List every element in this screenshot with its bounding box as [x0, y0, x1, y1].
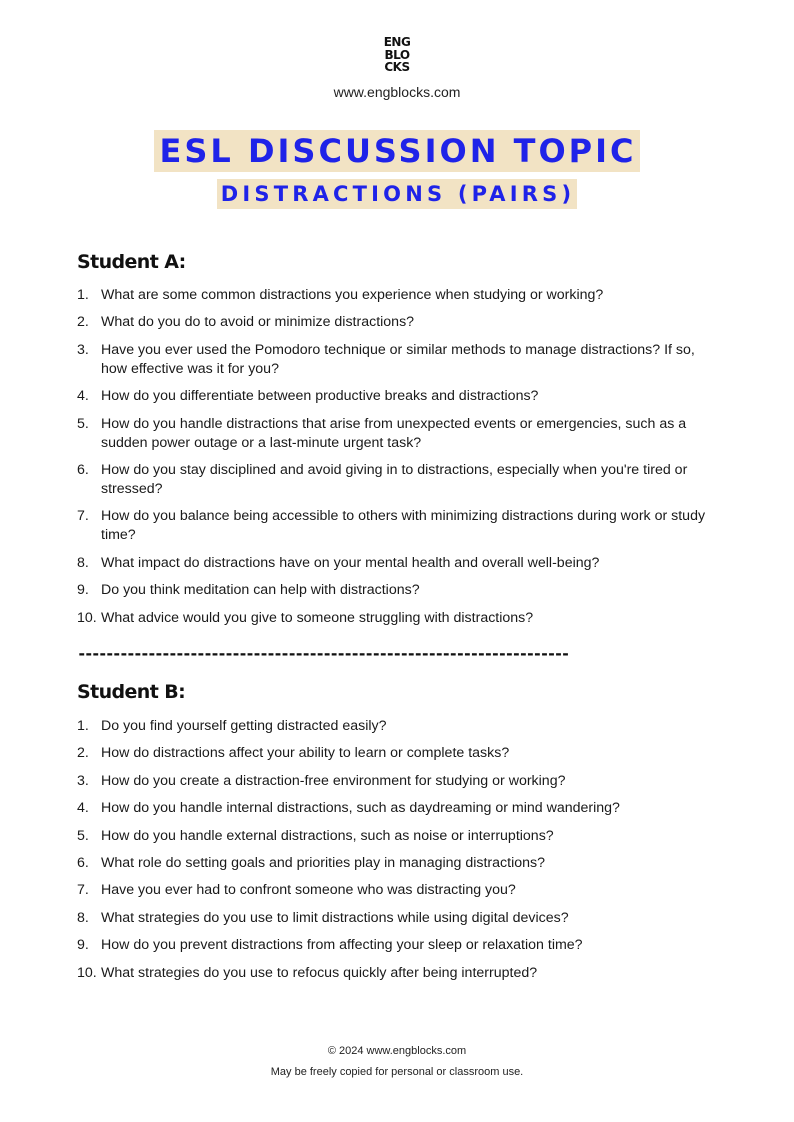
student-a-heading: Student A:: [77, 251, 186, 273]
question-text: How do you stay disciplined and avoid giving in to distractions, especially when you're tired or stressed?: [101, 461, 688, 497]
question-number: 8.: [77, 554, 89, 571]
question-text: What do you do to avoid or minimize distractions?: [101, 314, 415, 331]
question-number: 6.: [77, 461, 89, 478]
student-a-questions: [77, 286, 717, 636]
question-number: 10.: [77, 609, 97, 626]
question-number: 9.: [77, 582, 89, 599]
list-item: [77, 717, 717, 736]
question-number: 2.: [77, 314, 89, 331]
question-number: 2.: [77, 745, 89, 762]
list-item: [77, 286, 717, 305]
logo-line: ENG: [383, 35, 411, 49]
list-item: [77, 799, 717, 818]
question-number: 5.: [77, 415, 89, 432]
question-text: How do you handle distractions that arise from unexpected events or emergencies, such as a sudden power outage or a last-minute urgent task?: [101, 415, 687, 451]
list-item: [77, 772, 717, 791]
question-number: 6.: [77, 854, 89, 871]
list-item: [77, 313, 717, 332]
footer-copyright: © 2024 www.engblocks.com: [327, 1045, 467, 1057]
list-item: [77, 461, 717, 499]
question-number: 9.: [77, 937, 89, 954]
list-item: [77, 936, 717, 955]
question-text: How do you balance being accessible to others with minimizing distractions during work or study time?: [101, 508, 706, 544]
question-text: What role do setting goals and priorities play in managing distractions?: [101, 854, 545, 871]
question-number: 4.: [77, 800, 89, 817]
student-b-heading: Student B:: [77, 681, 186, 703]
list-item: [77, 609, 717, 628]
question-text: What are some common distractions you experience when studying or working?: [101, 287, 604, 303]
question-number: 4.: [77, 388, 89, 405]
question-text: Have you ever used the Pomodoro technique or similar methods to manage distractions? If so, how effective was it for you?: [101, 341, 695, 377]
list-item: [77, 581, 717, 600]
logo-line: BLO: [384, 47, 410, 62]
student-b-questions: [77, 717, 717, 991]
question-text: What impact do distractions have on your mental health and overall well-being?: [101, 554, 600, 571]
question-number: 3.: [77, 341, 89, 358]
list-item: [77, 854, 717, 873]
list-item: [77, 964, 717, 983]
site-url: www.engblocks.com: [333, 84, 461, 100]
question-number: 3.: [77, 772, 89, 789]
list-item: [77, 507, 717, 545]
question-text: How do you handle external distractions, such as noise or interruptions?: [101, 827, 554, 844]
subtitle-container: [0, 179, 794, 209]
question-text: What strategies do you use to refocus quickly after being interrupted?: [101, 964, 538, 981]
title-container: [0, 130, 794, 172]
question-number: 10.: [77, 964, 97, 981]
list-item: [77, 881, 717, 900]
question-number: 7.: [77, 508, 89, 525]
question-text: Do you find yourself getting distracted easily?: [101, 718, 387, 734]
question-number: 1.: [77, 718, 89, 734]
section-divider: ----------------------------------------------------------------------: [77, 644, 568, 663]
footer-note: May be freely copied for personal or classroom use.: [270, 1066, 524, 1078]
logo-line: CKS: [384, 60, 410, 74]
engblocks-logo: [0, 36, 794, 74]
question-text: What strategies do you use to limit distractions while using digital devices?: [101, 909, 569, 926]
question-text: How do you differentiate between productive breaks and distractions?: [101, 388, 539, 405]
question-text: How do distractions affect your ability to learn or complete tasks?: [101, 745, 510, 762]
page-title: ESL DISCUSSION TOPIC: [154, 130, 641, 172]
question-text: What advice would you give to someone struggling with distractions?: [101, 609, 534, 626]
question-number: 8.: [77, 909, 89, 926]
question-text: How do you prevent distractions from affecting your sleep or relaxation time?: [101, 937, 583, 954]
list-item: [77, 554, 717, 573]
list-item: [77, 909, 717, 928]
question-text: Have you ever had to confront someone who was distracting you?: [101, 882, 516, 899]
list-item: [77, 744, 717, 763]
page-subtitle: DISTRACTIONS (PAIRS): [217, 179, 578, 209]
list-item: [77, 415, 717, 453]
question-number: 5.: [77, 827, 89, 844]
list-item: [77, 341, 717, 379]
question-text: How do you handle internal distractions, such as daydreaming or mind wandering?: [101, 800, 620, 817]
question-number: 1.: [77, 287, 89, 303]
question-text: Do you think meditation can help with distractions?: [101, 582, 420, 599]
list-item: [77, 387, 717, 406]
list-item: [77, 827, 717, 846]
question-text: How do you create a distraction-free environment for studying or working?: [101, 772, 566, 789]
question-number: 7.: [77, 882, 89, 899]
